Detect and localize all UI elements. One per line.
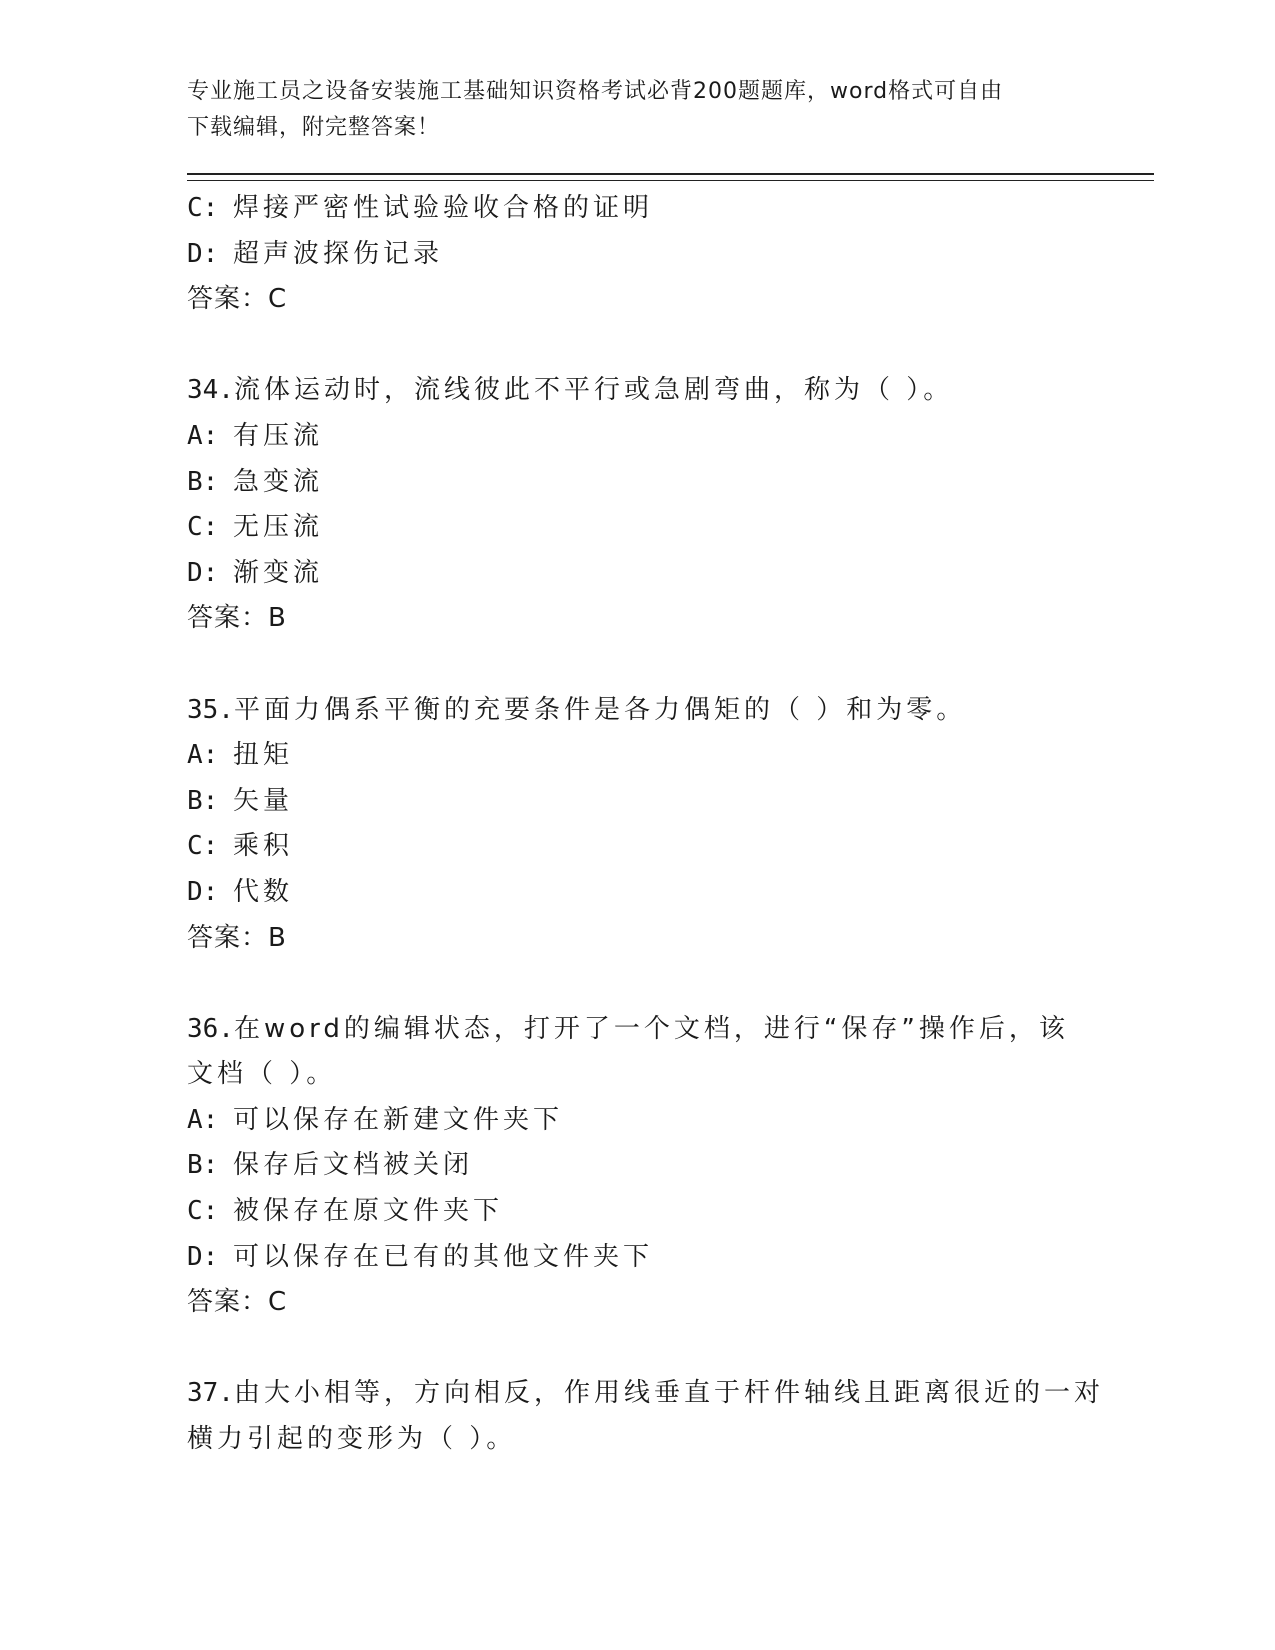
question-block [187, 1007, 1087, 1326]
option-label: B: [187, 785, 219, 816]
question-stem-text: 流体运动时，流线彼此不平行或急剧弯曲，称为（ ）。 [233, 375, 954, 406]
option-row [187, 414, 1087, 460]
option-text: 无压流 [233, 512, 324, 543]
option-label: C: [187, 1196, 219, 1227]
option-row [187, 1235, 1087, 1281]
spacer [187, 323, 1087, 369]
header-divider-thick [187, 173, 1154, 175]
option-row [187, 505, 1087, 551]
question-stem-continuation: 横力引起的变形为（ ）。 [187, 1424, 517, 1455]
question-stem-text: 由大小相等，方向相反，作用线垂直于杆件轴线且距离很近的一对 [233, 1378, 1104, 1409]
question-number: 37. [187, 1378, 234, 1409]
question-number: 36. [187, 1013, 234, 1044]
header-title-line-1: 专业施工员之设备安装施工基础知识资格考试必背200题题库，word格式可自由 [187, 79, 1004, 104]
option-label: A: [187, 1104, 219, 1135]
question-block [187, 368, 1087, 642]
option-label: C: [187, 831, 219, 862]
option-row [187, 824, 1087, 870]
question-stem [187, 1007, 1087, 1053]
answer-line: 答案：B [187, 922, 287, 953]
option-text: 矢量 [233, 785, 294, 816]
document-header [187, 74, 1087, 146]
question-number: 34. [187, 375, 234, 406]
option-label: D: [187, 557, 219, 588]
question-number: 35. [187, 694, 234, 725]
spacer [187, 1326, 1087, 1372]
spacer [187, 961, 1087, 1007]
question-stem-text: 平面力偶系平衡的充要条件是各力偶矩的（ ）和为零。 [233, 694, 967, 725]
option-text: 渐变流 [233, 557, 324, 588]
option-row [187, 232, 1087, 278]
option-row [187, 733, 1087, 779]
option-row [187, 186, 1087, 232]
continued-question [187, 186, 1087, 323]
question-stem [187, 368, 1087, 414]
option-text: 保存后文档被关闭 [233, 1150, 474, 1181]
option-text: 乘积 [233, 831, 294, 862]
question-stem [187, 688, 1087, 734]
option-row [187, 1098, 1087, 1144]
answer-line: 答案：C [187, 1287, 288, 1318]
option-text: 代数 [233, 876, 294, 907]
question-stem [187, 1371, 1104, 1417]
option-label: D: [187, 238, 219, 269]
option-label: B: [187, 1150, 219, 1181]
option-text: 可以保存在新建文件夹下 [233, 1104, 564, 1135]
option-text: 可以保存在已有的其他文件夹下 [233, 1241, 654, 1272]
option-text: 急变流 [233, 466, 324, 497]
option-label: A: [187, 740, 219, 771]
option-row [187, 460, 1087, 506]
header-title-line-2: 下载编辑，附完整答案！ [187, 115, 441, 140]
option-text: 有压流 [233, 420, 324, 451]
option-text: 焊接严密性试验验收合格的证明 [233, 193, 654, 223]
question-block [187, 688, 1087, 962]
option-row [187, 1189, 1087, 1235]
option-label: D: [187, 1241, 219, 1272]
answer-line: 答案：C [187, 284, 288, 315]
option-row [187, 870, 1087, 916]
question-stem-text: 在word的编辑状态，打开了一个文档，进行“保存”操作后，该 [233, 1013, 1069, 1044]
option-row [187, 779, 1087, 825]
option-row [187, 1143, 1087, 1189]
option-label: B: [187, 466, 219, 497]
option-text: 被保存在原文件夹下 [233, 1196, 504, 1227]
question-stem-continuation: 文档（ ）。 [187, 1059, 337, 1090]
header-divider-thin [187, 180, 1154, 181]
option-label: C: [187, 512, 219, 543]
option-label: A: [187, 420, 219, 451]
option-text: 扭矩 [233, 740, 294, 771]
question-block [187, 1371, 1104, 1462]
spacer [187, 642, 1087, 688]
option-label: C: [187, 193, 219, 223]
option-row [187, 551, 1087, 597]
answer-line: 答案：B [187, 603, 287, 634]
option-label: D: [187, 876, 219, 907]
question-list [187, 186, 1104, 1463]
option-text: 超声波探伤记录 [233, 238, 444, 269]
